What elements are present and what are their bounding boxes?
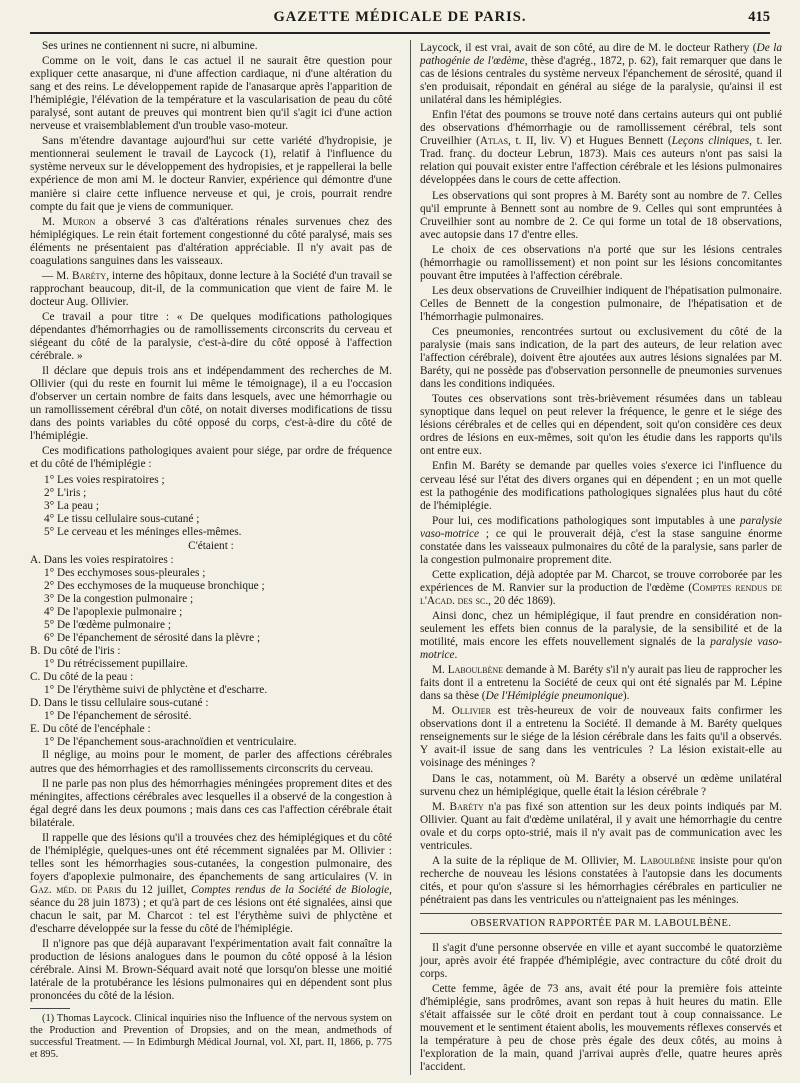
thesis-title: De l'Hémiplégie pneumonique (485, 690, 623, 703)
paragraph-text: ; ce qui le prouverait déjà, c'est la stase sanguine énorme constatée dans les vaisseaux pulmonaires du côté de la paralysie, sans parler de la congestion pulmonaire proprement dite. (420, 527, 782, 566)
speaker-name: M. Laboulbène (623, 854, 696, 867)
paragraph (420, 855, 782, 907)
lesion-detail-list (30, 554, 392, 750)
list-item: 2° L'iris ; (44, 486, 87, 499)
paragraph-text: demande à M. Baréty s'il n'y aurait pas lieu de rapprocher les faits dont il a entretenu la Société de ceux qui ont été signalés par M. Lépine dans sa thèse ( (420, 664, 782, 703)
paragraph-text: Ainsi donc, chez un hémiplégique, il faut prendre en considération non-seulement les effets bien connus de la paralysie, de la sensibilité et de la motilité, mais encore les effets nouvellement signalés de la (420, 609, 782, 649)
paragraph (420, 705, 782, 770)
page-header (30, 6, 770, 34)
paragraph-text: insiste pour qu'on recherche de nouveau les lésions constatées à l'autopsie dans les documents cités, et pour qu'on s'assure si les hémorrhagies cérébrales en particulier ne pénétraient pas dans les ventricules ou n'atteignaient pas les méninges. (420, 854, 782, 906)
paragraph-text: , séance du 28 juin 1873) ; et qu'à part de ces lésions ont été signalées, ainsi que chacun le sait, par M. Charcot : tel est l'érythème suivi de phlyctène et d'escharre développée sur la fesse du côté de l'hémiplégie. (30, 883, 392, 936)
paragraph-text: . (454, 649, 458, 662)
emphasis: paralysie vaso-motrice (420, 514, 782, 540)
paragraph: Le choix de ces observations n'a porté que sur les lésions centrales (hémorrhagie ou ramollissement) et non point sur les lésions concomitantes pouvant être imputées à l'affection cérébrale. (420, 243, 782, 282)
paragraph: Ce travail a pour titre : « De quelques modifications pathologiques dépendantes d'hémorrhagies ou de ramollissements circonscrits du cerveau et siégeant du côté de la paralysie, c'est-à-dire du côté opposé à l'affection cérébrale. » (30, 310, 392, 363)
journal-title: GAZETTE MÉDICALE DE PARIS. (273, 9, 527, 25)
journal-reference: Gaz. méd. de Paris (30, 883, 122, 896)
paragraph-text: n'a pas fixé son attention sur les deux points indiqués par M. Ollivier. Quant au fait d'œdème unilatéral, il y avait une hémorrhagie du centre ovale et du corps opto-strié, mais il n'y avait pas de communication avec les ventricules. (420, 800, 782, 852)
paragraph-text: Cette explication, déjà adoptée par M. Charcot, se trouve corroborée par les expériences de M. Ranvier sur la production de l'œdème ( (420, 568, 782, 594)
paragraph: Sans m'étendre davantage aujourd'hui sur cette variété d'hydropisie, je mentionnerai seulement le travail de Laycock (1), relatif à l'influence du système nerveux sur le développement des hydropisies, et je rappellerai la belle expérience de mon ami M. le docteur Ranvier, expérience qui démontre d'une manière si claire cette influence nerveuse et qui, je crois, pourrait rendre compte du fait que je viens de communiquer. (30, 135, 392, 213)
paragraph-text: Enfin l'état des poumons se trouve noté dans certains auteurs qui ont publié des observations d'hémorrhagie ou de ramollissement cérébral, tels sont Cruveilhier ( (420, 109, 782, 148)
journal-reference: Comptes rendus de l'Acad. des sc. (420, 581, 782, 607)
paragraph-text: est très-heureux de voir de nouveaux faits confirmer les observations dont il a entretenu la Société. Il demande à M. Baréty quelques renseignements sur le siége de la lésion cérébrale dans les faits qu'il a observés. Y avait-il issue de sang dans les ventricules ? La lésion existait-elle au voisinage des méninges ? (420, 705, 783, 770)
paragraph-text: , interne des hôpitaux, donne lecture à la Société d'un travail se rapprochant beaucoup, dit-il, de la communication que vient de faire M. le docteur Aug. Ollivier. (30, 269, 392, 308)
list-item: 2° Des ecchymoses de la muqueuse bronchique ; (44, 579, 265, 592)
list-item: 1° De l'épanchement sous-arachnoïdien et ventriculaire. (44, 736, 297, 749)
paragraph-text: Il rappelle que des lésions qu'il a trouvées chez des hémiplégiques et du côté de l'hémiplégie, quelques-unes ont été récemment signalées par M. Ollivier : telles sont les hémorrhagies sous-cutanées, la congestion pulmonaire, des foyers d'apoplexie pulmonaire, des épanchements de sang articulaires (V. in (30, 831, 392, 883)
left-column (30, 40, 392, 1075)
paragraph (420, 569, 782, 608)
footnote: (1) Thomas Laycock. Clinical inquiries niso the Influence of the nervous system on the Production and Prevention of Dropsies, and on the mean, andmethods of successful Treatment. — In Edimburgh Médical Journal, vol. XI, part. II, 1866, p. 775 et 895. (30, 1013, 392, 1061)
paragraph: Les observations qui sont propres à M. Baréty sont au nombre de 7. Celles qu'il emprunte à Bennett sont au nombre de 9. Celles qui sont empruntées à Cruveilhier sont au nombre de 2. Ce qui forme un total de 18 observations, avec autopsie dans 17 d'entre elles. (420, 189, 782, 241)
work-title: Leçons cliniques (671, 135, 750, 148)
list-intro: C'étaient : (188, 539, 234, 552)
paragraph: Toutes ces observations sont très-brièvement résumées dans un tableau synoptique dans lequel on peut relever la fréquence, le genre et le siége des lésions cérébrales et de celles qui en dépendent, soit qu'on considère ces deux ordres de lésions en eux-mêmes, soit qu'on les étudie dans les rapports qu'ils ont entre eux. (420, 393, 782, 458)
paragraph-text: du 12 juillet, (121, 883, 192, 896)
paragraph: Enfin M. Baréty se demande par quelles voies s'exerce ici l'influence du cerveau lésé sur l'état des divers organes qui en dépendent ; en un mot quelle est la pathogénie des modifications pathologiques signalées plus haut du côté de l'hémiplégie. (420, 460, 782, 512)
list-item: 4° Le tissu cellulaire sous-cutané ; (44, 512, 200, 525)
paragraph: Comme on le voit, dans le cas actuel il ne saurait être question pour expliquer cette anasarque, ni d'une affection cardiaque, ni d'une altération du sang et des reins. Le développement rapide de l'anasarque après l'apparition de l'hémiplégie, l'élévation de la température et la vascularisation de peau du côté paralysé, sont autant de preuves qui montrent bien qu'il s'agit ici d'une action nerveuse et vraisemblablement d'un trouble vaso-moteur. (30, 55, 392, 133)
speaker-name: M. Muron (42, 215, 96, 228)
paragraph: Il néglige, au moins pour le moment, de parler des affections cérébrales autres que des hémorrhagies et des ramollissements circonscrits du cerveau. (30, 749, 392, 775)
speaker-name: M. Laboulbène (432, 664, 504, 677)
list-item: 3° De la congestion pulmonaire ; (44, 592, 194, 605)
footnote-rule (30, 1008, 70, 1009)
paragraph: Ces pneumonies, rencontrées surtout ou exclusivement du côté de la paralysie (mais sans indication, de la part des auteurs, de leur relation avec l'affection cérébrale), doivent être ajoutées aux autres lésions signalées par M. Baréty, qui ne possède pas d'observation personnelle de pneumonies survenues dans les conditions indiquées. (420, 325, 782, 391)
paragraph-text: a observé 3 cas d'altérations rénales survenues chez des hémiplégiques. Le rein était fortement congestionné du côté paralysé, mais ses éléments ne présentaient pas d'altération appréciable. Il n'y avait pas de coagulations sanguines dans les vaisseaux. (30, 215, 393, 267)
paragraph-text: Pour lui, ces modifications pathologiques sont imputables à une (432, 514, 740, 527)
list-item: 3° La peau ; (44, 499, 100, 512)
paragraph: Il déclare que depuis trois ans et indépendamment des recherches de M. Ollivier (qui du reste en fournit lui même le témoignage), il a eu l'occasion d'observer un certain nombre de faits dans lesquels, avec une hémorrhagie ou un ramollissement cérébral d'un côté, on notait diverses modifications de tissu dans des points variables du côté opposé du corps, c'est-à-dire du côté de l'hémiplégie. (30, 365, 392, 443)
paragraph: Ces modifications pathologiques avaient pour siége, par ordre de fréquence et du côté de l'hémiplégie : (30, 445, 392, 471)
paragraph-text: ). (622, 690, 630, 703)
list-item: 1° Des ecchymoses sous-pleurales ; (44, 566, 206, 579)
list-item: 5° Le cerveau et les méninges elles-mêmes. (44, 525, 242, 538)
journal-reference: Comptes rendus de la Société de Biologie (191, 883, 390, 896)
list-item: 5° De l'œdème pulmonaire ; (44, 619, 172, 632)
paragraph (30, 270, 392, 309)
section-title: OBSERVATION RAPPORTÉE PAR M. LABOULBÈNE. (420, 913, 782, 934)
paragraph (420, 801, 782, 853)
list-item: 1° Les voies respiratoires ; (44, 473, 165, 486)
speaker-name: M. Baréty (432, 800, 484, 813)
paragraph: Il n'ignore pas que déjà auparavant l'expérimentation avait fait connaître la production de lésions analogues dans le poumon du côté opposé à la lésion cérébrale. Ainsi M. Brown-Séquard avait noté que lorsqu'on blesse une moitié latérale de la protubérance les lésions pulmonaires qui en dépendent sont plus prononcées du côté de la lésion. (30, 938, 392, 1003)
list-heading: E. Du côté de l'encéphale : (30, 723, 151, 736)
right-column (420, 42, 782, 1072)
emphasis: paralysie vaso-motrice (420, 636, 783, 662)
paragraph: Les deux observations de Cruveilhier indiquent de l'hépatisation pulmonaire. Celles de Bennett de la congestion pulmonaire, de l'hépatisation et de l'hémorrhagie pulmonaires. (420, 284, 782, 323)
page-number: 415 (748, 9, 770, 25)
list-item: 1° Du rétrécissement pupillaire. (44, 658, 188, 671)
lesion-sites-list (30, 474, 392, 539)
paragraph: Il ne parle pas non plus des hémorrhagies méningées proprement dites et des méningites, affections cérébrales avec lesquelles il a observé de la congestion à égal degré dans les deux poumons ; mais dans ces cas l'affection cérébrale était bilatérale. (30, 777, 392, 829)
speaker-name: — M. Baréty (42, 269, 107, 282)
paragraph-text: , 20 déc 1869). (488, 594, 556, 607)
speaker-name: M. Ollivier (432, 705, 492, 718)
thesis-title: De la pathogénie de l'œdème (420, 42, 782, 68)
paragraph-text: A la suite de la réplique de M. Ollivier, (432, 854, 624, 867)
list-item: 1° De l'épanchement de sérosité. (44, 710, 192, 723)
paragraph (420, 515, 782, 567)
list-heading: D. Dans le tissu cellulaire sous-cutané : (30, 697, 209, 710)
paragraph: Dans le cas, notamment, où M. Baréty a observé un œdème unilatéral survenu chez un hémiplégique, quelle était la lésion cérébrale ? (420, 772, 782, 798)
paragraph-text: , thèse d'agrég., 1872, p. 62), fait remarquer que dans le cas de lésions centrales du système nerveux l'épanchement de sérosité, quand il s'en produisait, répondait en général au siége de la paralysie, qu'ainsi il est unilatéral dans les hémiplégies. (420, 55, 783, 107)
list-heading: B. Du côté de l'iris : (30, 645, 121, 658)
paragraph (420, 664, 782, 703)
paragraph-text: , t. Ier. Trad. franç. du docteur Lebrun, 1873). Mais ces auteurs n'ont pas saisi la relation qui pouvait exister entre l'affection cérébrale et les lésions pulmonaires développées dans le cours de cette affection. (420, 135, 782, 187)
paragraph (420, 610, 782, 662)
paragraph: Ses urines ne contiennent ni sucre, ni albumine. (42, 40, 258, 52)
column-divider (410, 40, 411, 1075)
work-title: Atlas (479, 135, 509, 148)
paragraph: Il s'agit d'une personne observée en ville et ayant succombé le quatorzième jour, après avoir été frappée d'hémiplégie, avec contracture du côté droit du corps. (420, 942, 782, 981)
paragraph-text: , t. II, liv. V) et Hugues Bennett ( (508, 135, 672, 148)
list-heading: C. Du côté de la peau : (30, 671, 134, 684)
paragraph (30, 216, 392, 268)
paragraph-text: Laycock, il est vrai, avait de son côté, au dire de M. le docteur Rathery ( (420, 42, 757, 54)
list-item: 4° De l'apoplexie pulmonaire ; (44, 605, 183, 618)
paragraph (30, 832, 392, 936)
paragraph: Cette femme, âgée de 73 ans, avait été pour la première fois atteinte d'hémiplégie, sans prodrômes, avant son repas à huit heures du matin. Elle s'était affaissée sur le côté droit en perdant tout à coup connaissance. Le mouvement et le sentiment étaient abolis, les mouvements réflexes conservés et la température à peu de chose près égale des deux côtés, au moins à l'exploration de la main, quand j'arrivai auprès d'elle, quatre heures après l'accident. (420, 983, 782, 1074)
list-item: 1° De l'érythème suivi de phlyctène et d'escharre. (44, 684, 268, 697)
paragraph (420, 42, 782, 107)
paragraph (420, 109, 782, 187)
list-item: 6° De l'épanchement de sérosité dans la plèvre ; (44, 632, 261, 645)
list-heading: A. Dans les voies respiratoires : (30, 553, 174, 566)
